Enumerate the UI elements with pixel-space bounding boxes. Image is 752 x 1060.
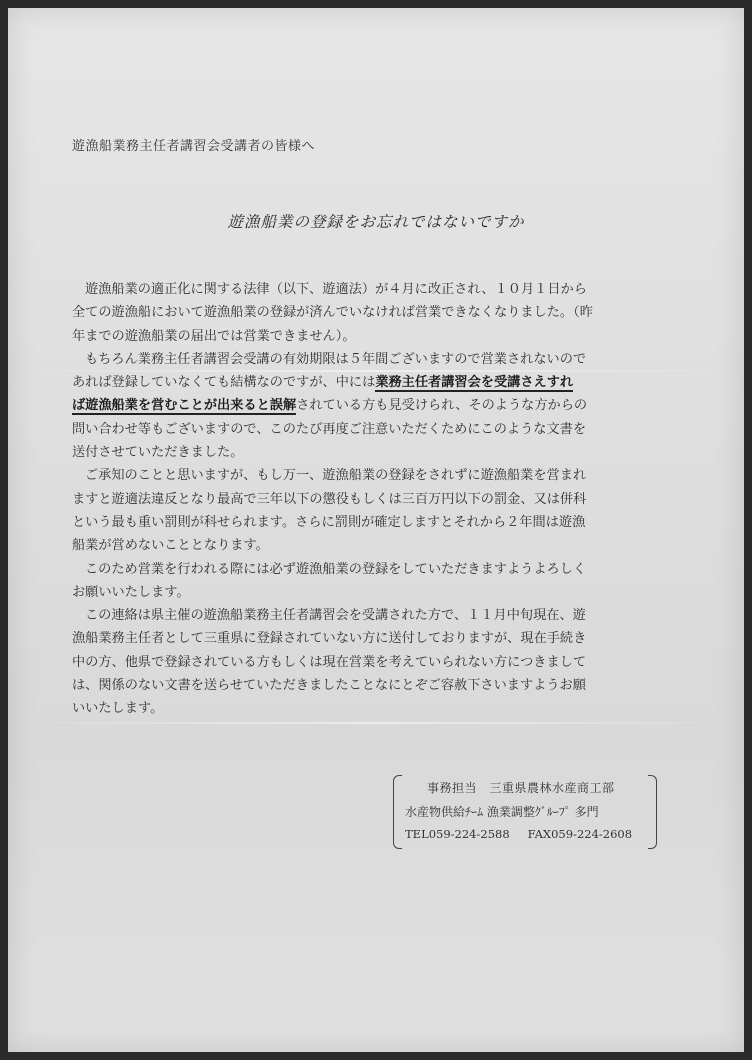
paragraph-line: 中の方、他県で登録されている方もしくは現在営業を考えていられない方につきまして [72,654,587,670]
paragraph-line: いいたします。 [72,701,164,717]
paragraph-line: 全ての遊漁船において遊漁船業の登録が済んでいなければ営業できなくなりました。（昨 [72,305,593,321]
paragraph-line: 船業が営めないこととなります。 [72,538,269,554]
paragraph-line: この連絡は県主催の遊漁船業務主任者講習会を受講された方で、１１月中旬現在、遊 [85,608,586,624]
paragraph-line: は、関係のない文書を送らせていただきましたことなにとぞご容赦下さいますようお願 [72,678,586,694]
paragraph-line: ますと遊適法違反となり最高で三年以下の懲役もしくは三百万円以下の罰金、又は併科 [72,491,587,507]
bracket-right [648,775,657,849]
document-title: 遊漁船業の登録をお忘れではないですか [227,213,525,231]
paragraph-line: 漁船業務主任者として三重県に登録されていない方に送付しておりますが、現在手続き [72,631,587,647]
bracket-left [393,775,402,849]
paragraph-line: このため営業を行われる際には必ず遊漁船業の登録をしていただきますようよろしく [85,561,587,577]
paragraph-line: ご承知のことと思いますが、もし万一、遊漁船業の登録をされずに遊漁船業を営まれ [85,468,587,484]
contact-department: 事務担当 三重県農林水産商工部 [427,781,615,795]
paragraph-line: 年までの遊漁船業の届出では営業できません）。 [72,328,356,344]
contact-tel: TEL059-224-2588 [405,827,510,841]
underlined-warning: 業務主任者講習会を受講さえすれ [375,375,574,391]
paragraph-line: もちろん業務主任者講習会受講の有効期限は５年間ございますので営業されないので [85,351,587,367]
letter-body [72,278,676,721]
contact-team: 水産物供給ﾁｰﾑ 漁業調整ｸﾞﾙｰﾌﾟ 多門 [405,805,599,819]
paragraph-line: 問い合わせ等もございますので、このたび再度ご注意いただくためにこのような文書を [72,421,587,437]
paragraph-line [72,394,676,417]
paragraph-text: あれば登録していなくても結構なのですが、中には [72,375,376,391]
contact-phone-fax [405,827,632,841]
paper-fold-line [8,722,744,724]
salutation: 遊漁船業務主任者講習会受講者の皆様へ [72,139,316,154]
paragraph-line: という最も重い罰則が科せられます。さらに罰則が確定しますとそれから２年間は遊漁 [72,514,586,530]
underlined-warning: ば遊漁船業を営むことが出来ると誤解 [72,398,297,414]
paragraph-text: されている方も見受けられ、そのような方からの [296,398,588,414]
paragraph-line [72,371,676,394]
paragraph-line: 送付させていただきました。 [72,445,244,461]
paragraph-line: お願いいたします。 [72,584,190,600]
contact-box [393,775,657,847]
paragraph-line: 遊漁船業の適正化に関する法律（以下、遊適法）が４月に改正され、１０月１日から [85,282,587,297]
contact-fax: FAX059-224-2608 [527,827,633,841]
letter-paper [8,8,744,1052]
